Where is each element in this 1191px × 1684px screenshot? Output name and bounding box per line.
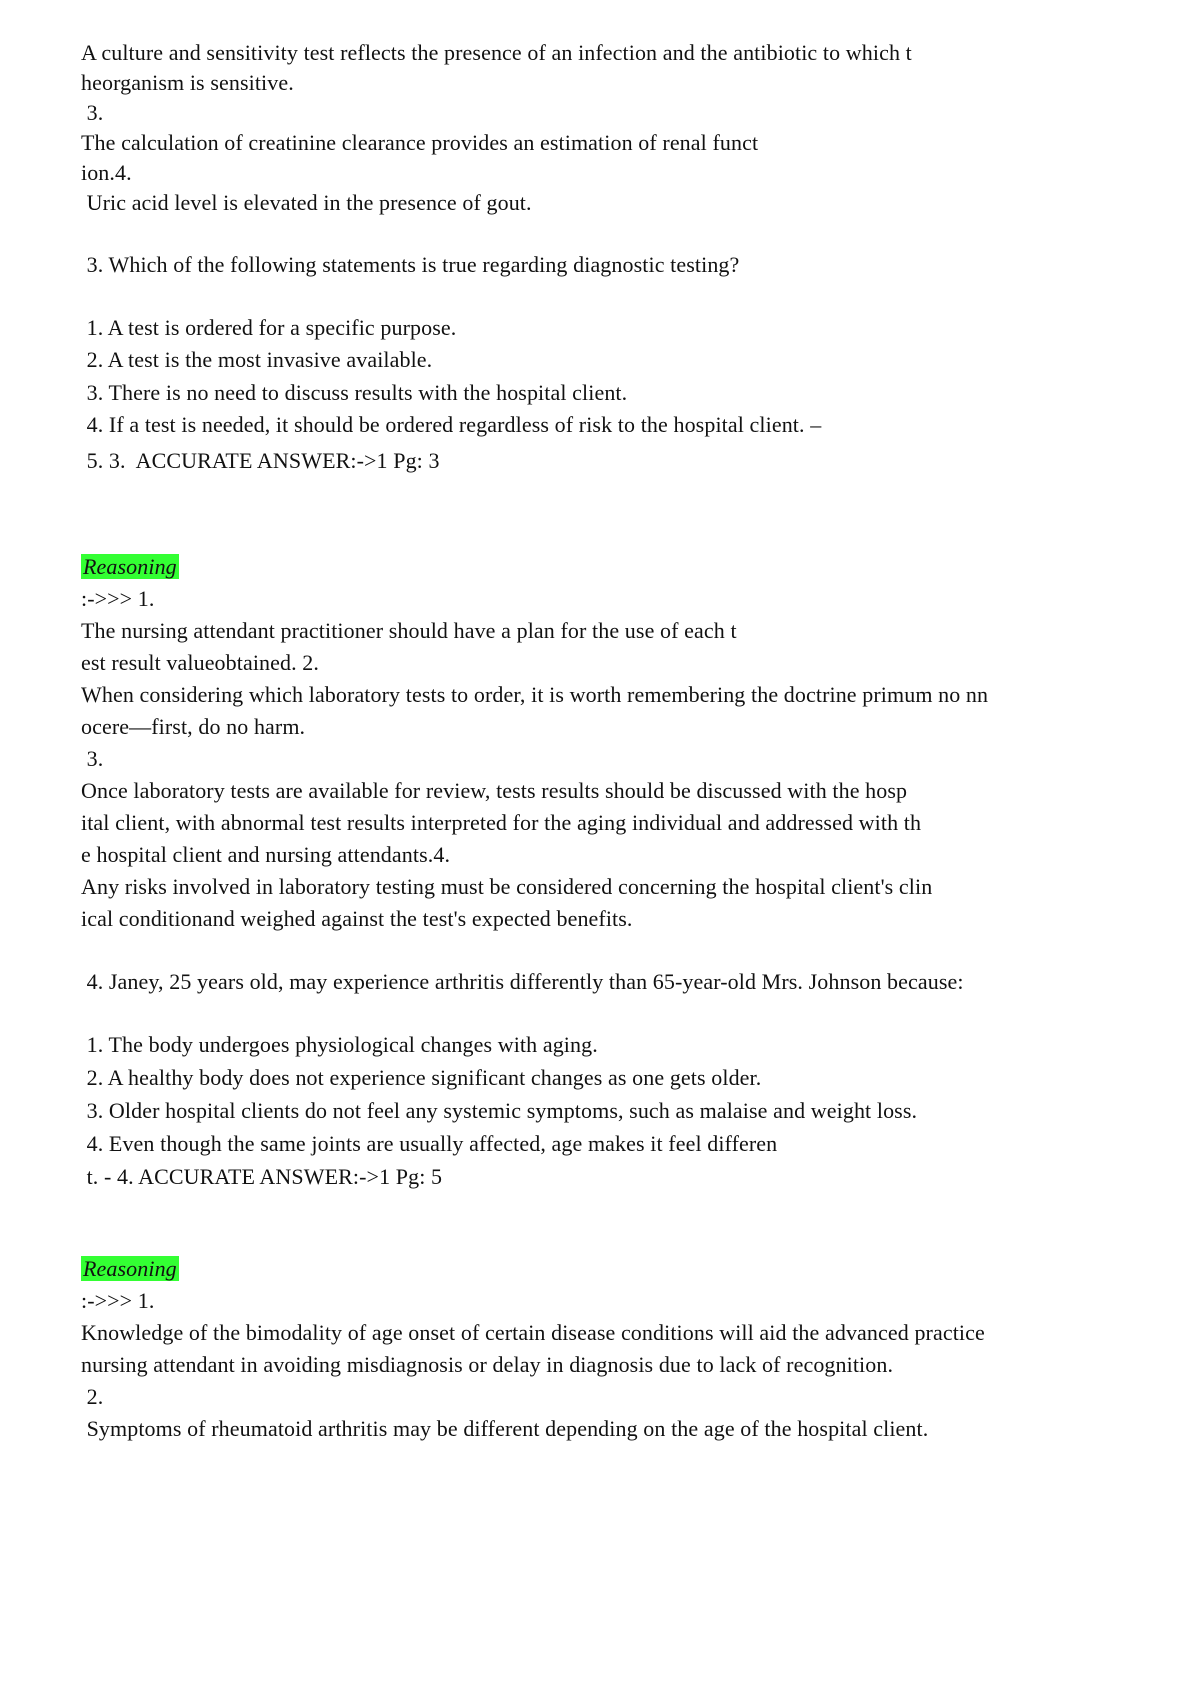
reasoning-heading [81, 1254, 179, 1284]
answer-line: t. - 4. ACCURATE ANSWER:->1 Pg: 5 [81, 1164, 443, 1189]
text-line: Any risks involved in laboratory testing must be considered concerning the hospital client's clin [81, 874, 933, 899]
text-line: Once laboratory tests are available for review, tests results should be discussed with the hosp [81, 778, 908, 803]
option-line: 1. A test is ordered for a specific purpose. [81, 315, 457, 340]
text-line: Knowledge of the bimodality of age onset of certain disease conditions will aid the advanced practice [81, 1320, 985, 1345]
option-line: 2. A healthy body does not experience significant changes as one gets older. [81, 1065, 762, 1090]
text-line: 3. [81, 746, 104, 771]
text-line: est result valueobtained. 2. [81, 650, 320, 675]
option-line: 2. A test is the most invasive available. [81, 347, 433, 372]
text-line: When considering which laboratory tests to order, it is worth remembering the doctrine primum no nn [81, 682, 989, 707]
reasoning-label: Reasoning [83, 1256, 177, 1281]
text-line: Uric acid level is elevated in the presence of gout. [81, 190, 532, 215]
text-line: nursing attendant in avoiding misdiagnosis or delay in diagnosis due to lack of recognition. [81, 1352, 894, 1377]
text-line: ocere—first, do no harm. [81, 714, 306, 739]
text-line: ical conditionand weighed against the test's expected benefits. [81, 906, 633, 931]
text-line: The calculation of creatinine clearance provides an estimation of renal funct [81, 130, 759, 155]
question-4: 4. Janey, 25 years old, may experience arthritis differently than 65-year-old Mrs. Johnson because: [81, 969, 964, 994]
text-line: A culture and sensitivity test reflects the presence of an infection and the antibiotic to which t [81, 40, 912, 65]
answer-line: 5. 3. ACCURATE ANSWER:->1 Pg: 3 [81, 448, 440, 473]
reasoning-label: Reasoning [83, 554, 177, 579]
text-line: :->>> 1. [81, 586, 155, 611]
text-line: 2. [81, 1384, 104, 1409]
option-line: 3. There is no need to discuss results with the hospital client. [81, 380, 628, 405]
text-line: ion.4. [81, 160, 132, 185]
option-line: 1. The body undergoes physiological changes with aging. [81, 1032, 598, 1057]
option-line: 4. Even though the same joints are usually affected, age makes it feel differen [81, 1131, 778, 1156]
text-line: heorganism is sensitive. [81, 70, 294, 95]
text-line: The nursing attendant practitioner should have a plan for the use of each t [81, 618, 737, 643]
text-line: ital client, with abnormal test results interpreted for the aging individual and addressed with th [81, 810, 922, 835]
option-line: 4. If a test is needed, it should be ordered regardless of risk to the hospital client. – [81, 412, 822, 437]
text-line: 3. [81, 100, 104, 125]
text-line: e hospital client and nursing attendants.4. [81, 842, 451, 867]
text-line: :->>> 1. [81, 1288, 155, 1313]
question-3: 3. Which of the following statements is true regarding diagnostic testing? [81, 252, 740, 277]
option-line: 3. Older hospital clients do not feel any systemic symptoms, such as malaise and weight loss. [81, 1098, 918, 1123]
text-line: Symptoms of rheumatoid arthritis may be different depending on the age of the hospital client. [81, 1416, 929, 1441]
reasoning-heading [81, 552, 179, 582]
